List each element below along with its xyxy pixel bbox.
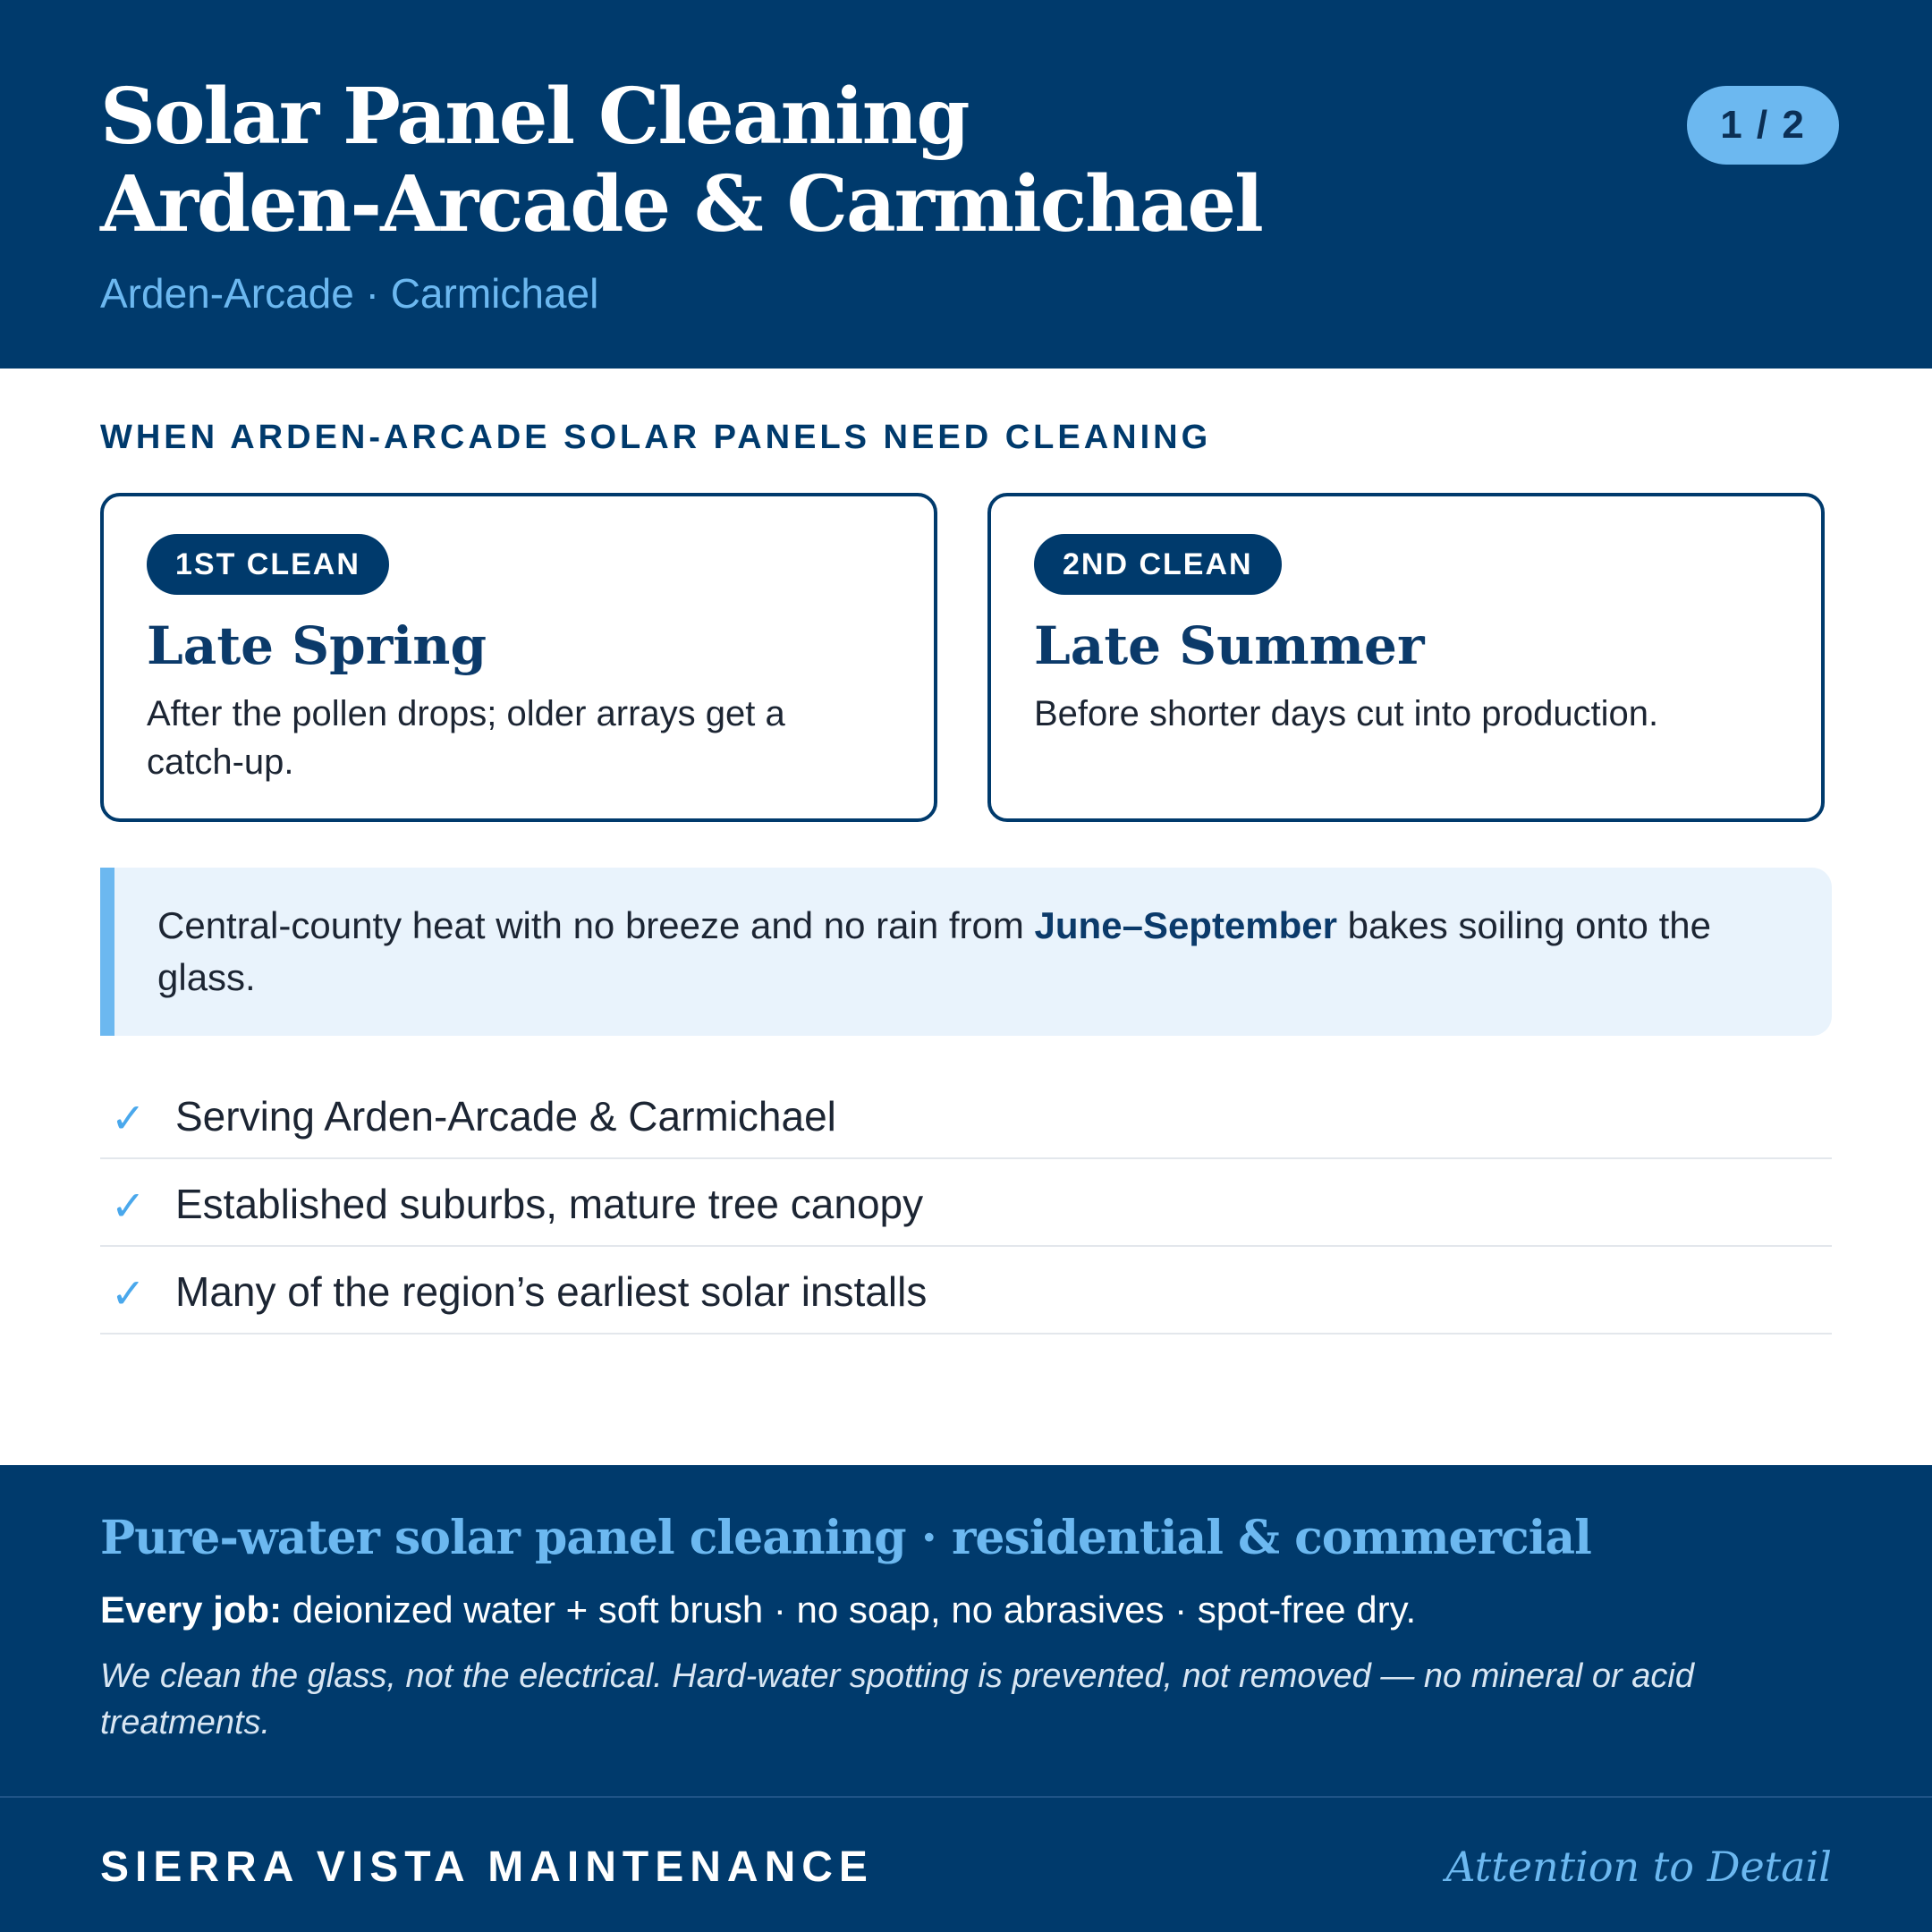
process-text: deionized water + soft brush · no soap, no abrasives · spot-free dry. [282, 1589, 1417, 1631]
process-line [100, 1585, 1844, 1635]
season-description: After the pollen drops; older arrays get a catch-up. [147, 694, 785, 782]
section-title: WHEN ARDEN-ARCADE SOLAR PANELS NEED CLEANING [100, 419, 1212, 456]
feature-checklist [100, 1072, 1832, 1335]
check-icon: ✓ [111, 1182, 146, 1229]
list-item [100, 1072, 1832, 1159]
subtitle: Arden-Arcade · Carmichael [100, 270, 599, 317]
list-item [100, 1159, 1832, 1247]
callout-text-after: bakes soiling onto the glass. [157, 904, 1711, 998]
footer [0, 1465, 1932, 1932]
check-icon: ✓ [111, 1095, 146, 1141]
season-title: Late Summer [1034, 615, 1425, 676]
brand-name: SIERRA VISTA MAINTENANCE [100, 1843, 874, 1891]
title-line-1: Solar Panel Cleaning [100, 72, 969, 162]
brand-slogan: Attention to Detail [1445, 1843, 1832, 1891]
callout-highlight: June–September [1034, 904, 1338, 946]
title-line-2: Arden-Arcade & Carmichael [100, 159, 1262, 250]
process-label: Every job: [100, 1589, 283, 1631]
list-item-text: Serving Arden-Arcade & Carmichael [175, 1093, 836, 1140]
disclaimer: We clean the glass, not the electrical. Hard-water spotting is prevented, not removed — no mineral or acid treatments. [100, 1657, 1694, 1741]
page-title [100, 73, 1531, 249]
footer-tagline: Pure-water solar panel cleaning · residential & commercial [100, 1511, 1591, 1565]
clean-badge: 1ST CLEAN [147, 534, 389, 595]
clean-card-second [987, 493, 1825, 822]
season-description: Before shorter days cut into production. [1034, 694, 1659, 733]
clean-badge: 2ND CLEAN [1034, 534, 1282, 595]
list-item-text: Established suburbs, mature tree canopy [175, 1181, 924, 1227]
climate-callout [100, 868, 1832, 1036]
callout-text-before: Central-county heat with no breeze and no rain from [157, 904, 1035, 946]
list-item [100, 1247, 1832, 1335]
header [0, 0, 1932, 369]
page-indicator-badge: 1 / 2 [1687, 86, 1839, 165]
footer-divider [0, 1796, 1932, 1798]
clean-card-first [100, 493, 937, 822]
season-title: Late Spring [147, 615, 487, 676]
list-item-text: Many of the region’s earliest solar installs [175, 1268, 928, 1315]
check-icon: ✓ [111, 1270, 146, 1317]
